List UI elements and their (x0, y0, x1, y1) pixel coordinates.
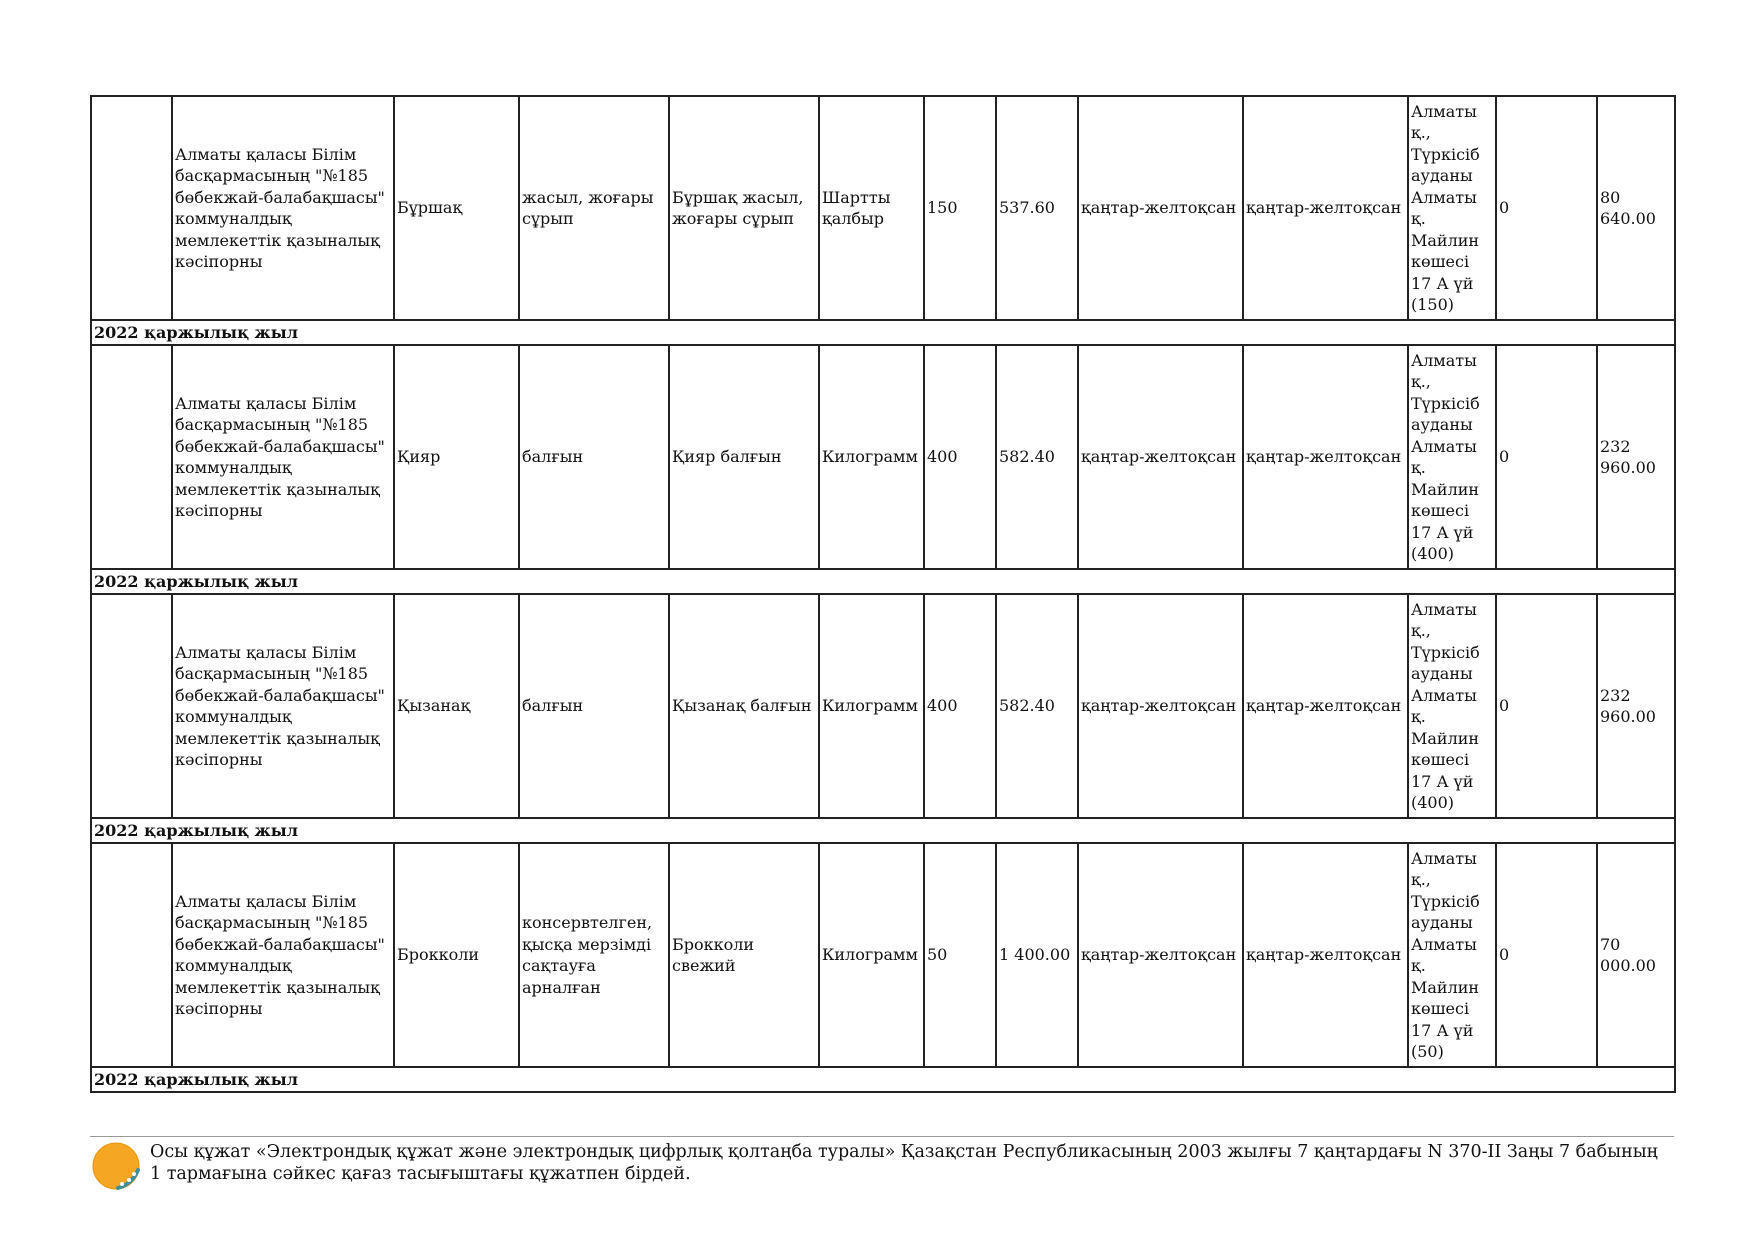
table-row (91, 843, 1675, 1067)
delivery-place-cell: Алматы қ., Түркісіб ауданы Алматы қ. Майлин көшесі 17 А үй (400) (1408, 594, 1496, 818)
item-name-cell: Қияр (394, 345, 519, 569)
unit-cell: Килограмм (819, 843, 924, 1067)
table-row (91, 594, 1675, 818)
period-cell: қаңтар-желтоқсан (1078, 843, 1243, 1067)
characteristic-cell: консервтелген, қысқа мерзімді сақтауға арналған (519, 843, 669, 1067)
delivery-period-cell: қаңтар-желтоқсан (1243, 843, 1408, 1067)
fiscal-year-row (91, 569, 1675, 594)
quantity-cell: 50 (924, 843, 996, 1067)
table-row (91, 96, 1675, 320)
fiscal-year-label: 2022 қаржылық жыл (91, 818, 1675, 843)
item-name-cell: Бұршақ (394, 96, 519, 320)
footer-divider (90, 1136, 1674, 1137)
row-number-cell (91, 345, 172, 569)
quantity-cell: 400 (924, 345, 996, 569)
price-cell: 537.60 (996, 96, 1078, 320)
description-cell: Қияр балғын (669, 345, 819, 569)
unit-cell: Килограмм (819, 594, 924, 818)
delivery-place-cell: Алматы қ., Түркісіб ауданы Алматы қ. Майлин көшесі 17 А үй (50) (1408, 843, 1496, 1067)
delivery-period-cell: қаңтар-желтоқсан (1243, 345, 1408, 569)
customer-cell: Алматы қаласы Білім басқармасының "№185 бөбекжай-балабақшасы" коммуналдық мемлекеттік қазыналық кәсіпорны (172, 594, 394, 818)
advance-cell: 0 (1496, 843, 1597, 1067)
quantity-cell: 400 (924, 594, 996, 818)
advance-cell: 0 (1496, 96, 1597, 320)
period-cell: қаңтар-желтоқсан (1078, 594, 1243, 818)
delivery-period-cell: қаңтар-желтоқсан (1243, 594, 1408, 818)
sum-cell: 80 640.00 (1597, 96, 1675, 320)
fiscal-year-label: 2022 қаржылық жыл (91, 1067, 1675, 1092)
fiscal-year-row (91, 818, 1675, 843)
table-row (91, 345, 1675, 569)
delivery-place-cell: Алматы қ., Түркісіб ауданы Алматы қ. Майлин көшесі 17 А үй (150) (1408, 96, 1496, 320)
quantity-cell: 150 (924, 96, 996, 320)
delivery-period-cell: қаңтар-желтоқсан (1243, 96, 1408, 320)
egov-seal-icon (92, 1142, 142, 1192)
period-cell: қаңтар-желтоқсан (1078, 345, 1243, 569)
sum-cell: 232 960.00 (1597, 345, 1675, 569)
period-cell: қаңтар-желтоқсан (1078, 96, 1243, 320)
characteristic-cell: балғын (519, 594, 669, 818)
sum-cell: 70 000.00 (1597, 843, 1675, 1067)
customer-cell: Алматы қаласы Білім басқармасының "№185 бөбекжай-балабақшасы" коммуналдық мемлекеттік қазыналық кәсіпорны (172, 345, 394, 569)
unit-cell: Шартты қалбыр (819, 96, 924, 320)
fiscal-year-label: 2022 қаржылық жыл (91, 320, 1675, 345)
row-number-cell (91, 594, 172, 818)
price-cell: 582.40 (996, 345, 1078, 569)
advance-cell: 0 (1496, 345, 1597, 569)
row-number-cell (91, 96, 172, 320)
fiscal-year-row (91, 320, 1675, 345)
characteristic-cell: жасыл, жоғары сұрып (519, 96, 669, 320)
footer-legal-text: Осы құжат «Электрондық құжат және электрондық цифрлық қолтаңба туралы» Қазақстан Республикасының 2003 жылғы 7 қаңтардағы N 370-II Заңы 7 бабының 1 тармағына сәйкес қағаз тасығыштағы құжатпен бірдей. (150, 1142, 1658, 1184)
delivery-place-cell: Алматы қ., Түркісіб ауданы Алматы қ. Майлин көшесі 17 А үй (400) (1408, 345, 1496, 569)
advance-cell: 0 (1496, 594, 1597, 818)
item-name-cell: Қызанақ (394, 594, 519, 818)
sum-cell: 232 960.00 (1597, 594, 1675, 818)
description-cell: Бұршақ жасыл, жоғары сұрып (669, 96, 819, 320)
customer-cell: Алматы қаласы Білім басқармасының "№185 бөбекжай-балабақшасы" коммуналдық мемлекеттік қазыналық кәсіпорны (172, 843, 394, 1067)
price-cell: 582.40 (996, 594, 1078, 818)
price-cell: 1 400.00 (996, 843, 1078, 1067)
item-name-cell: Брокколи (394, 843, 519, 1067)
fiscal-year-row (91, 1067, 1675, 1092)
unit-cell: Килограмм (819, 345, 924, 569)
characteristic-cell: балғын (519, 345, 669, 569)
procurement-table (90, 95, 1676, 1093)
row-number-cell (91, 843, 172, 1067)
description-cell: Қызанақ балғын (669, 594, 819, 818)
description-cell: Брокколи свежий (669, 843, 819, 1067)
customer-cell: Алматы қаласы Білім басқармасының "№185 бөбекжай-балабақшасы" коммуналдық мемлекеттік қазыналық кәсіпорны (172, 96, 394, 320)
fiscal-year-label: 2022 қаржылық жыл (91, 569, 1675, 594)
